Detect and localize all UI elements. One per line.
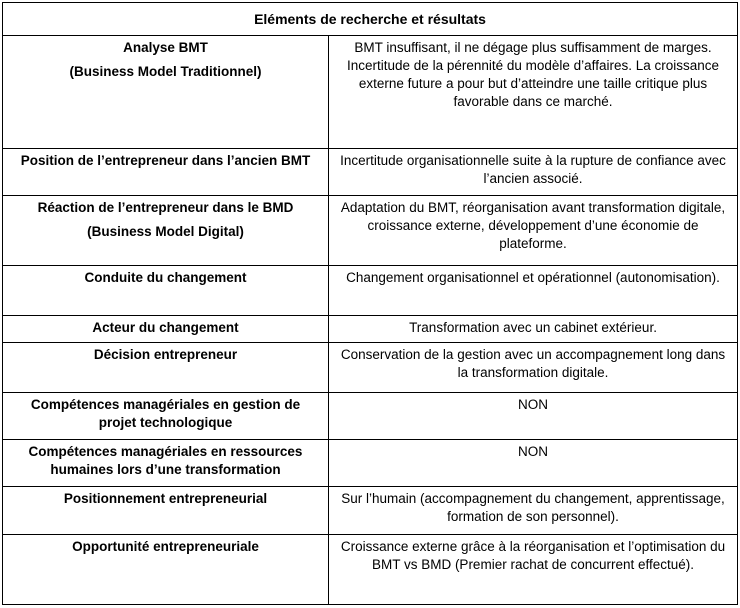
- label-line: Réaction de l’entrepreneur dans le BMD: [37, 200, 294, 215]
- row-label: [3, 266, 329, 316]
- row-value: Sur l’humain (accompagnement du changement, apprentissage, formation de son personnel).: [329, 487, 738, 535]
- label-line: Décision entrepreneur: [93, 347, 238, 362]
- label-line: (Business Model Traditionnel): [69, 64, 262, 79]
- table-title: Eléments de recherche et résultats: [3, 3, 738, 36]
- results-table: [2, 2, 738, 605]
- row-label: [3, 196, 329, 266]
- row-value: Adaptation du BMT, réorganisation avant transformation digitale, croissance externe, développement d’une économie de plateforme.: [329, 196, 738, 266]
- label-line: (Business Model Digital): [87, 224, 244, 239]
- row-value: NON: [329, 393, 738, 440]
- row-value: Croissance externe grâce à la réorganisation et l’optimisation du BMT vs BMD (Premier rachat de concurrent effectué).: [329, 535, 738, 605]
- row-label: [3, 343, 329, 393]
- row-value: BMT insuffisant, il ne dégage plus suffisamment de marges. Incertitude de la pérennité du modèle d’affaires. La croissance externe future a pour but d’atteindre une taille critique plus favorable dans ce marché.: [329, 36, 738, 149]
- label-line: Compétences managériales en ressources humaines lors d’une transformation: [28, 444, 303, 477]
- row-label: [3, 149, 329, 196]
- row-label: [3, 36, 329, 149]
- label-line: Conduite du changement: [84, 270, 247, 285]
- row-label: [3, 393, 329, 440]
- label-line: Analyse BMT: [123, 40, 208, 55]
- row-label: [3, 316, 329, 343]
- row-label: [3, 535, 329, 605]
- row-value: Transformation avec un cabinet extérieur.: [329, 316, 738, 343]
- row-value: Changement organisationnel et opérationnel (autonomisation).: [329, 266, 738, 316]
- label-line: Position de l’entrepreneur dans l’ancien BMT: [20, 153, 311, 168]
- row-value: NON: [329, 440, 738, 487]
- label-line: Opportunité entrepreneuriale: [72, 539, 259, 554]
- label-line: Positionnement entrepreneurial: [63, 491, 268, 506]
- row-value: Conservation de la gestion avec un accompagnement long dans la transformation digitale.: [329, 343, 738, 393]
- row-value: Incertitude organisationnelle suite à la rupture de confiance avec l’ancien associé.: [329, 149, 738, 196]
- row-label: [3, 440, 329, 487]
- label-line: Acteur du changement: [92, 320, 239, 335]
- row-label: [3, 487, 329, 535]
- label-line: Compétences managériales en gestion de projet technologique: [30, 397, 301, 430]
